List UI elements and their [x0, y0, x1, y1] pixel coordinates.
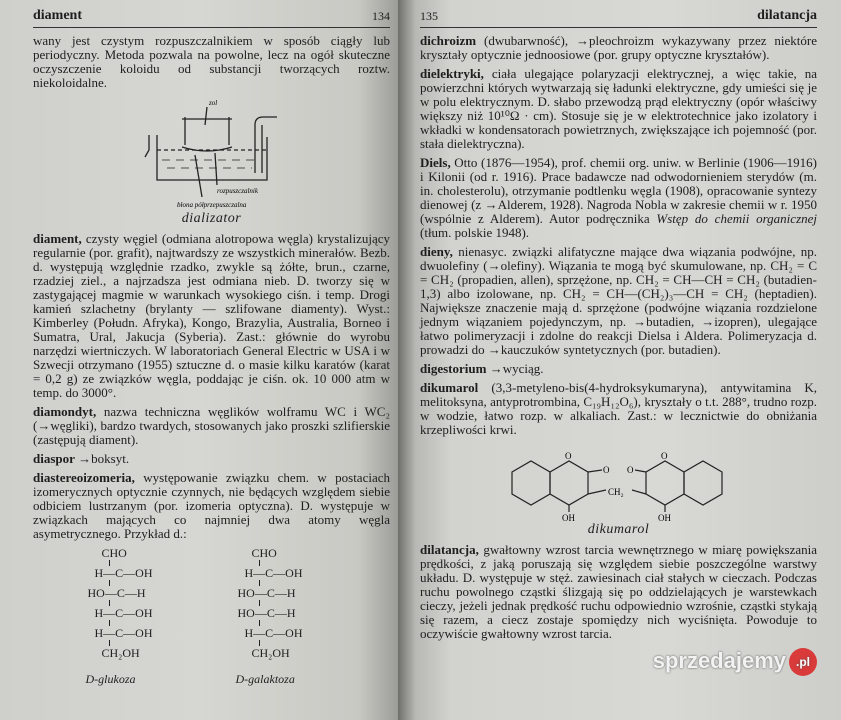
atom-oh: OH	[561, 513, 575, 522]
solvent-label: rozpuszczalnik	[216, 187, 258, 195]
entry-dikumarol	[420, 381, 817, 437]
formula-caption: D-glukoza	[85, 672, 136, 686]
entry-body: nazwa techniczna węglików wolframu WC i WC₂ (→węgliki), bardzo twardych, stosowanych jako proszki szlifierskie (zastępują diament).	[33, 404, 391, 447]
formula-caption: D-galaktoza	[235, 672, 295, 686]
entry-head: dichroizm	[420, 33, 477, 48]
entry-body: (3,3-metyleno-bis(4-hydroksykumaryna), antywitamina K, melitoksyna, antyprotrombina, C₁₉H₁₂O₆), kryształy o t.t. 288°, trudno rozp. w wodzie, łatwo rozp. w alkaliach. Zast.: w lecznictwie do obniżania krzepliwości krwi.	[420, 380, 817, 437]
formula-row: HO—C—H	[87, 586, 146, 600]
membrane-label: błona półprzepuszczalna	[176, 201, 246, 209]
entry-head: diaspor	[33, 451, 75, 466]
atom-ch2: CH₂	[607, 487, 624, 497]
formula-row: HO—C—H	[237, 586, 296, 600]
entry-body: gwałtowny wzrost tarcia wewnętrznego w miarę powiększania prędkości, z jaką poruszają się względem siebie poszczególne warstwy układu. D. występuje w stęż. zawiesinach ciał stałych w cieczach. Podczas ruchu powolnego cząstki ślizgają się po oddzielających je warstewkach cieczy, jeżeli jednak prędkość ruchu odpowiednio wzrośnie, cząstki stykają się razem, a ciecz zostaje spomiędzy nich wyciśnięta. Powoduje to oczywiście gwałtowny wzrost tarcia.	[420, 542, 818, 641]
entry-head: Diels,	[420, 155, 451, 170]
continuation-text: wany jest czystym rozpuszczalnikiem w sposób ciągły lub periodyczny. Metoda pozwala na powolne, lecz na ogół skuteczne oczyszczenie koloidu od substancji tworzących roztw. niekoloidalne.	[33, 33, 390, 90]
entry-head: diament,	[33, 231, 82, 246]
formula-row: CH₂OH	[101, 646, 140, 660]
atom-o: O	[626, 465, 633, 475]
left-page	[0, 0, 398, 720]
entry-body: Otto (1876—1954), prof. chemii org. uniw. w Berlinie (1906—1916) i Kilonii (od r. 1916). Prace badawcze nad odwodornieniem sterydów (m. in. cholesterolu), otrzymanie podtlenku węgla (1908), opracowanie syntezy dienowej (z →Alderem, 1928). Nagroda Nobla w zakresie chemii w r. 1950 (wspólnie z Alderem). Autor podręcznika	[420, 155, 817, 226]
formula-row: H—C—OH	[244, 566, 303, 580]
header-row	[420, 8, 817, 28]
formula-row: HO—C—H	[237, 606, 296, 620]
header-row	[33, 8, 390, 28]
entry-dieny	[420, 245, 817, 357]
entry-diament	[33, 232, 390, 400]
watermark-logo	[653, 648, 817, 676]
entry-tail: (tłum. polskie 1948).	[420, 225, 530, 240]
entry-diels	[420, 156, 817, 240]
entry-dichroizm	[420, 34, 817, 62]
entry-head: dielektryki,	[420, 66, 484, 81]
entry-head: dikumarol	[420, 380, 479, 395]
formula-row: H—C—OH	[244, 626, 303, 640]
entry-body: czysty węgiel (odmiana alotropowa węgla) krystalizujący regularnie (por. grafit), najtwardszy ze wszystkich minerałów. Bezb. d. występują względnie rzadko, zwykle są żółte, brun., czarne, rzadziej ziel., a najrzadsza jest odmiana nieb. D. tworzy się w zastygającej magmie w warunkach wysokiego ciśn. i temp. Drogi kamień szlachetny (brylanty — szlifowane diamenty). Wyst.: Kimberley (Połudn. Afryka), Kongo, Brazylia, Australia, Borneo i Sumatra, Ural, Jakucja (Syberia). Zast.: głównie do wyrobu narzędzi wiertniczych. W laboratoriach General Electric w USA i w Szwecji otrzymano (1955) sztuczne d. o masie kilku karatów (karat = 0,2 g) ze związków węgla, poddając je ciśn. ok. 10 000 atm w temp. do 3000°.	[33, 231, 390, 400]
dialyzer-figure	[137, 95, 287, 211]
entry-body: →boksyt.	[78, 451, 130, 466]
fischer-projection	[232, 546, 342, 688]
atom-o: O	[660, 451, 667, 461]
formula-row: CHO	[101, 546, 127, 560]
entry-head: diastereoizomeria,	[33, 470, 135, 485]
entry-head: diamondyt,	[33, 404, 97, 419]
entry-body: →wyciąg.	[489, 361, 544, 376]
structure-caption: dikumarol	[587, 522, 650, 537]
atom-o: O	[564, 451, 571, 461]
figure-caption: dializator	[181, 211, 242, 226]
entry-digestorium	[420, 362, 817, 376]
entry-diamondyt	[33, 405, 390, 447]
page-number: 134	[372, 9, 390, 23]
dialyzer-figure-wrap	[33, 95, 390, 211]
atom-o: O	[602, 465, 609, 475]
entry-head: dieny,	[420, 244, 453, 259]
entry-body: nienasyc. związki alifatyczne mające dwa wiązania podwójne, np. dwuolefiny (→olefiny). Wiązania te mogą być skumulowane, np. CH₂ = C = CH₂ (propadien, allen), sprzężone, np. CH₂ = CH—CH = CH₂ (butadien-1,3) albo izolowane, np. CH₂ = CH—(CH₂)₃—CH = CH₂ (heptadien). Największe znaczenie mają d. sprzężone (podwójne wiązania rozdzielone jednym wiązaniem pojedynczym, np. →butadien, →izopren), ulegające łatwo polimeryzacji i zdolne do reakcji Dielsa i Aldera. Polimeryzacja d. prowadzi do →kauczuków syntetycznych (por. butadien).	[420, 244, 818, 357]
fischer-projections	[33, 546, 390, 688]
entry-body: ciała ulegające polaryzacji elektrycznej, a więc takie, na powierzchni których wytwarzają się ładunki elektryczne, gdy umieści się je w polu elektrycznym. D. słabo przewodzą prąd elektryczny (opór właściwy większy niż 10¹⁰Ω · cm). Stosuje się je w elektrotechnice jako izolatory i wkładki w kondensatorach powietrznych, zwiększające ich pojemność (por. stała dielektryczna).	[420, 66, 817, 151]
entry-body: występowanie związku chem. w postaciach izomerycznych optycznie czynnych, nie będących względem siebie odbiciem lustrzanym (por. izomeria optyczna). D. występuje w związkach mających co najmniej dwa atomy węgla asymetrycznego. Przykład d.:	[33, 470, 391, 541]
watermark-badge: .pl	[789, 648, 817, 676]
book-title: Wstęp do chemii organicznej	[656, 211, 818, 226]
formula-row: H—C—OH	[94, 606, 153, 620]
formula-row: H—C—OH	[94, 566, 153, 580]
entry-diastereoizomeria	[33, 471, 390, 541]
right-page	[398, 0, 841, 720]
dikumarol-structure-wrap	[420, 442, 817, 522]
running-header: diament	[33, 8, 82, 23]
fischer-projection	[82, 546, 192, 688]
atom-oh: OH	[657, 513, 671, 522]
entry-head: digestorium	[420, 361, 487, 376]
entry-head: dilatancja,	[420, 542, 479, 557]
dikumarol-structure	[504, 442, 734, 522]
formula-row: H—C—OH	[94, 626, 153, 640]
running-header: dilatancja	[757, 8, 817, 23]
entry-diaspor	[33, 452, 390, 466]
formula-row: CH₂OH	[251, 646, 290, 660]
entry-body: (dwubarwność), →pleochroizm wykazywany przez niektóre kryształy optycznie jednoosiowe (por. grupy optyczne kryształów).	[420, 33, 818, 62]
entry-dielektryki	[420, 67, 817, 151]
page-number: 135	[420, 9, 438, 23]
formula-row: CHO	[251, 546, 277, 560]
entry-dilatancja	[420, 543, 817, 641]
watermark-text: sprzedajemy	[652, 648, 786, 673]
sol-label: zol	[208, 99, 217, 107]
